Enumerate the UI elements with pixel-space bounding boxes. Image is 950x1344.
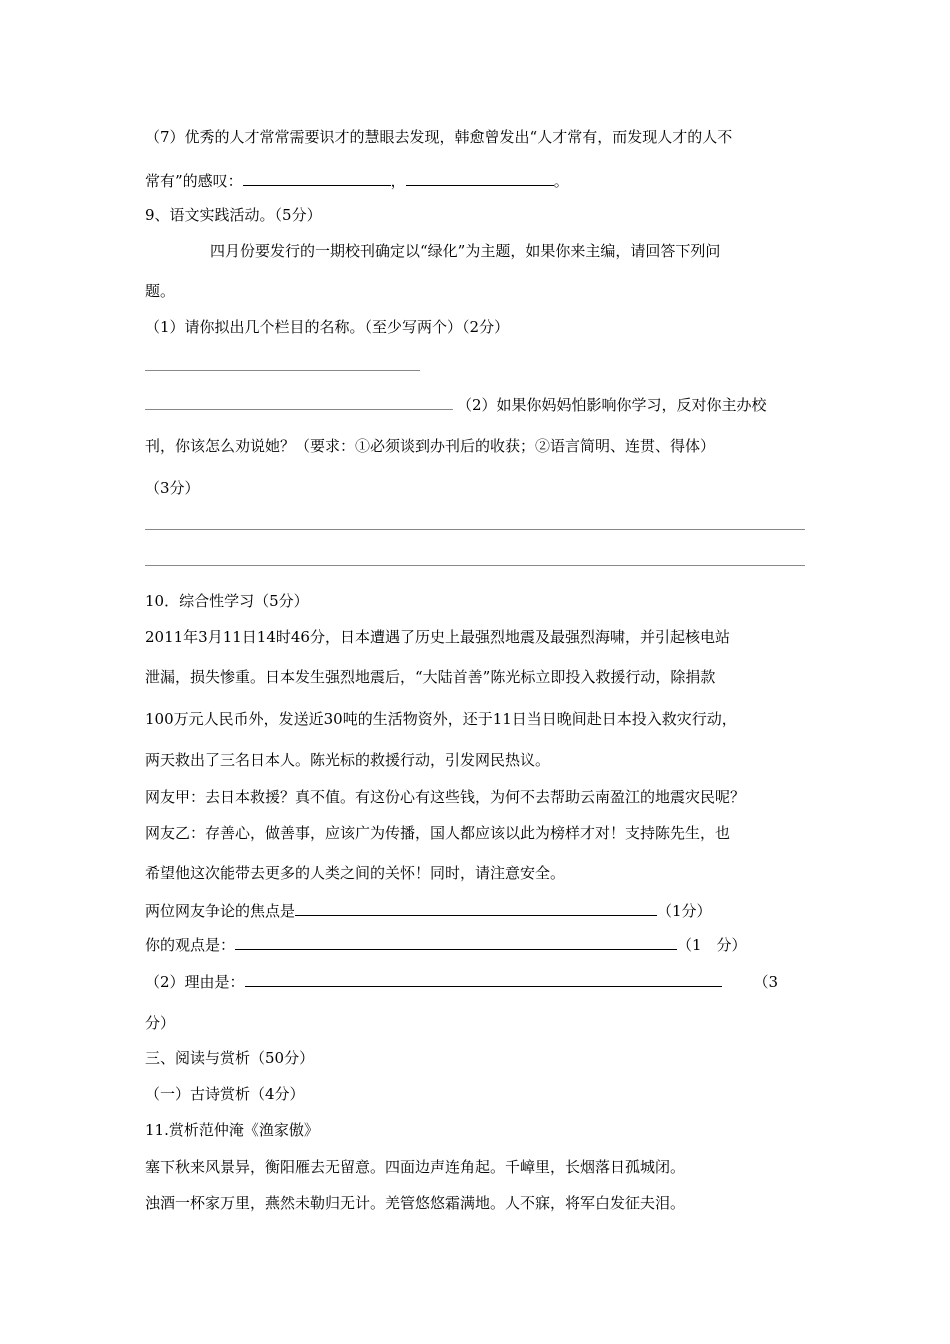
question-10-para-line4: 两天救出了三名日本人。陈光标的救援行动，引发网民热议。 — [145, 751, 551, 769]
netizen-b-comment-line1: 网友乙：存善心，做善事，应该广为传播，国人都应该以此为榜样才对！支持陈先生，也 — [145, 824, 731, 842]
question-9-sub1: （1）请你拟出几个栏目的名称。（至少写两个）（2分） — [145, 318, 510, 336]
question-8-7-line1: （7）优秀的人才常常需要识才的慧眼去发现，韩愈曾发出“人才常有，而发现人才的人不 — [145, 128, 733, 146]
question-10-para-line1: 2011年3月11日14时46分，日本遭遇了历史上最强烈地震及最强烈海啸，并引起核电站 — [145, 628, 730, 646]
question-11-title: 11.赏析范仲淹《渔家傲》 — [145, 1121, 319, 1139]
view-score: （1 分） — [677, 936, 747, 954]
question-10-para-line2: 泄漏，损失惨重。日本发生强烈地震后，“大陆首善”陈光标立即投入救援行动，除捐款 — [145, 668, 716, 686]
answer-blank-1[interactable] — [243, 170, 391, 186]
answer-line-column-names-2[interactable] — [145, 409, 453, 410]
section-3-title: 三、阅读与赏析（50分） — [145, 1049, 315, 1067]
question-10-title: 10．综合性学习（5分） — [145, 592, 309, 610]
question-8-7-prompt: 常有”的感叹： — [145, 172, 243, 190]
question-9-sub2-score: （3分） — [145, 479, 200, 497]
reason-score: （3 — [753, 973, 779, 991]
netizen-a-comment: 网友甲：去日本救援？真不值。有这份心有这些钱，为何不去帮助云南盈江的地震灾民呢？ — [145, 788, 746, 806]
focus-label: 两位网友争论的焦点是 — [145, 902, 296, 920]
reason-label: （2）理由是： — [145, 973, 245, 991]
poem-line-1: 塞下秋来风景异，衡阳雁去无留意。四面边声连角起。千嶂里，长烟落日孤城闭。 — [145, 1158, 686, 1176]
answer-line-column-names[interactable] — [145, 370, 420, 371]
reason-score-cont: 分） — [145, 1014, 176, 1032]
period: 。 — [553, 172, 569, 190]
answer-line-persuade-1[interactable] — [145, 529, 805, 530]
question-9-title: 9、语文实践活动。（5分） — [145, 206, 322, 224]
view-label: 你的观点是： — [145, 936, 236, 954]
answer-blank-reason[interactable] — [245, 971, 722, 987]
comma: ， — [390, 172, 406, 190]
question-9-intro-line1: 四月份要发行的一期校刊确定以“绿化”为主题，如果你来主编，请回答下列问 — [210, 242, 721, 260]
answer-line-persuade-2[interactable] — [145, 565, 805, 566]
question-9-sub2-line1: （2）如果你妈妈怕影响你学习，反对你主办校 — [457, 396, 767, 414]
question-8-7-line2 — [145, 170, 569, 191]
view-question-row — [145, 934, 747, 955]
question-9-intro-line2: 题。 — [145, 282, 176, 300]
reason-question-row — [145, 971, 778, 992]
netizen-b-comment-line2: 希望他这次能带去更多的人类之间的关怀！同时，请注意安全。 — [145, 864, 566, 882]
focus-score: （1分） — [657, 902, 712, 920]
answer-blank-focus[interactable] — [295, 900, 657, 916]
question-10-para-line3: 100万元人民币外，发送近30吨的生活物资外，还于11日当日晚间赴日本投入救灾行动， — [145, 710, 737, 728]
answer-blank-2[interactable] — [406, 170, 554, 186]
question-9-sub2-line2: 刊，你该怎么劝说她？（要求：①必须谈到办刊后的收获；②语言简明、连贯、得体） — [145, 437, 716, 455]
focus-question-row — [145, 900, 712, 921]
section-3-sub1: （一）古诗赏析（4分） — [145, 1085, 305, 1103]
poem-line-2: 浊酒一杯家万里，燕然未勒归无计。羌管悠悠霜满地。人不寐，将军白发征夫泪。 — [145, 1194, 686, 1212]
answer-blank-view[interactable] — [235, 934, 677, 950]
